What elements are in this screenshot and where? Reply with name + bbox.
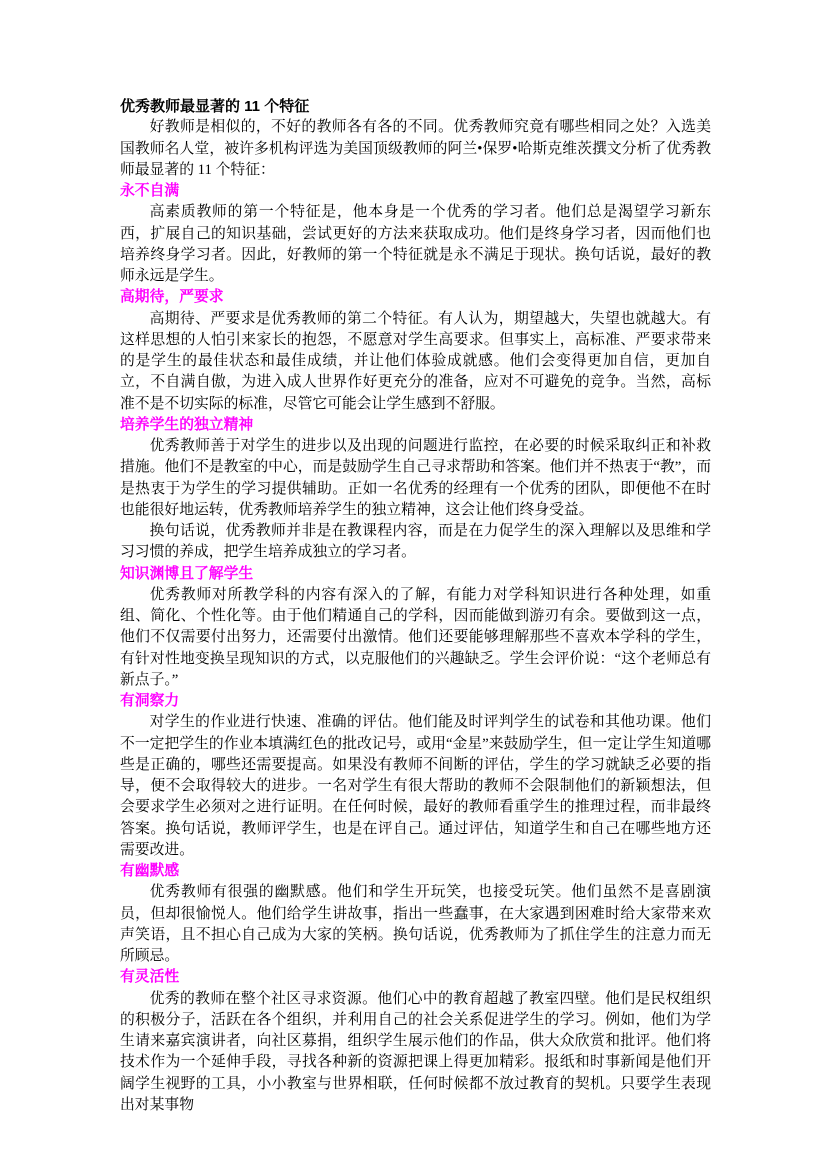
section-paragraph: 优秀教师有很强的幽默感。他们和学生开玩笑，也接受玩笑。他们虽然不是喜剧演员，但却很愉悦人。他们给学生讲故事，指出一些蠢事，在大家遇到困难时给大家带来欢声笑语，且不担心自己成为大家的笑柄。换句话说，优秀教师为了抓住学生的注意力而无所顾忌。	[120, 884, 711, 964]
section-paragraph: 优秀教师善于对学生的进步以及出现的问题进行监控，在必要的时候采取纠正和补救措施。他们不是教室的中心，而是鼓励学生自己寻求帮助和答案。他们并不热衷于“教”，而是热衷于为学生的学习提供辅助。正如一名优秀的经理有一个优秀的团队，即便他不在时也能很好地运转，优秀教师培养学生的独立精神，这会让他们终身受益。	[120, 438, 711, 518]
section-heading-independence: 培养学生的独立精神	[120, 416, 254, 433]
document-title: 优秀教师最显著的 11 个特征	[120, 98, 310, 115]
section-paragraph: 优秀的教师在整个社区寻求资源。他们心中的教育超越了教室四壁。他们是民权组织的积极分子，活跃在各个组织，并利用自己的社会关系促进学生的学习。例如，他们为学生请来嘉宾演讲者，向社区募捐，组织学生展示他们的作品，供大众欣赏和批评。他们将技术作为一个延伸手段，寻找各种新的资源把课上得更加精彩。报纸和时事新闻是他们开阔学生视野的工具，小小教室与世界相联，任何时候都不放过教育的契机。只要学生表现出对某事物	[120, 990, 711, 1113]
section-heading-knowledgeable: 知识渊博且了解学生	[120, 565, 254, 582]
section-heading-high-expectations: 高期待，严要求	[120, 289, 224, 306]
section-heading-never-satisfied: 永不自满	[120, 183, 180, 199]
section-heading-humor: 有幽默感	[120, 863, 180, 879]
section-paragraph: 对学生的作业进行快速、准确的评估。他们能及时评判学生的试卷和其他功课。他们不一定把学生的作业本填满红色的批改记号，或用“金星”来鼓励学生，但一定让学生知道哪些是正确的，哪些还需要提高。如果没有教师不间断的评估，学生的学习就缺乏必要的指导，便不会取得较大的进步。一名对学生有很大帮助的教师不会限制他们的新颖想法，但会要求学生必须对之进行证明。在任何时候，最好的教师看重学生的推理过程，而非最终答案。换句话说，教师评学生，也是在评自己。通过评估，知道学生和自己在哪些地方还需要改进。	[120, 714, 711, 858]
section-heading-insightful: 有洞察力	[120, 693, 180, 709]
section-paragraph: 优秀教师对所教学科的内容有深入的了解，有能力对学科知识进行各种处理，如重组、简化、个性化等。由于他们精通自己的学科，因而能做到游刃有余。要做到这一点，他们不仅需要付出努力，还需要付出激情。他们还要能够理解那些不喜欢本学科的学生，有针对性地变换呈现知识的方式，以克服他们的兴趣缺乏。学生会评价说：“这个老师总有新点子。”	[120, 586, 711, 688]
section-paragraph: 高素质教师的第一个特征是，他本身是一个优秀的学习者。他们总是渴望学习新东西，扩展自己的知识基础，尝试更好的方法来获取成功。他们是终身学习者，因而他们也培养终身学习者。因此，好教师的第一个特征就是永不满足于现状。换句话说，最好的教师永远是学生。	[120, 204, 711, 284]
section-paragraph: 高期待、严要求是优秀教师的第二个特征。有人认为，期望越大，失望也就越大。有这样思想的人怕引来家长的抱怨，不愿意对学生高要求。但事实上，高标准、严要求带来的是学生的最佳状态和最佳成绩，并让他们体验成就感。他们会变得更加自信，更加自立，不自满自傲，为进入成人世界作好更充分的准备，应对不可避免的竞争。当然，高标准不是不切实际的标准，尽管它可能会让学生感到不舒服。	[120, 310, 711, 412]
section-heading-flexibility: 有灵活性	[120, 969, 180, 986]
intro-paragraph: 好教师是相似的，不好的教师各有各的不同。优秀教师究竟有哪些相同之处？入选美国教师名人堂，被许多机构评选为美国顶级教师的阿兰•保罗•哈斯克维茨撰文分析了优秀教师最显著的 11 个特征：	[120, 119, 711, 178]
section-paragraph: 换句话说，优秀教师并非是在教课程内容，而是在力促学生的深入理解以及思维和学习习惯的养成，把学生培养成独立的学习者。	[120, 523, 711, 561]
